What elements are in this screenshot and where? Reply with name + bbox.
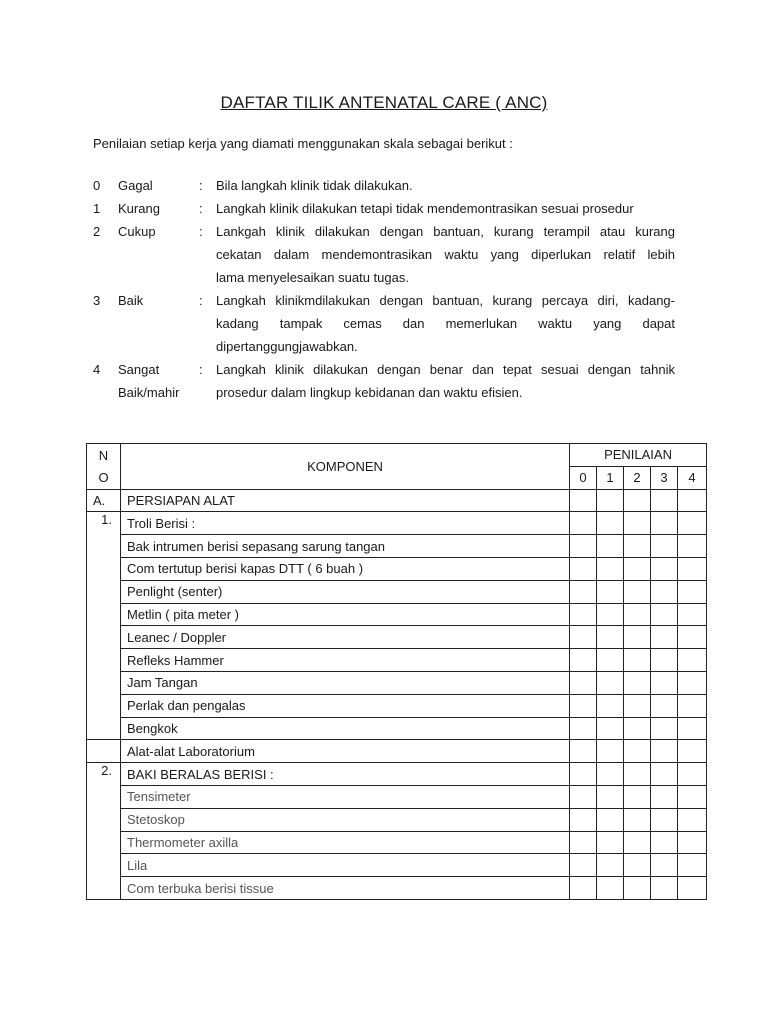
- table-row: [87, 694, 707, 717]
- score-cell[interactable]: [597, 854, 624, 877]
- score-cell[interactable]: [597, 649, 624, 672]
- score-cell[interactable]: [597, 512, 624, 535]
- score-col-header: 1: [597, 466, 624, 489]
- score-cell[interactable]: [651, 740, 678, 763]
- score-col-header: 4: [678, 466, 707, 489]
- score-cell[interactable]: [570, 808, 597, 831]
- score-cell[interactable]: [597, 763, 624, 786]
- scale-row-1: [93, 197, 675, 220]
- score-cell[interactable]: [570, 763, 597, 786]
- scale-description-line: dipertanggungjawabkan.: [216, 339, 358, 354]
- score-cell[interactable]: [597, 877, 624, 900]
- header-no: N: [87, 444, 121, 467]
- score-cell[interactable]: [597, 603, 624, 626]
- table-row: [87, 854, 707, 877]
- table-row: [87, 512, 707, 535]
- section-number: A.: [87, 489, 121, 512]
- score-cell[interactable]: [597, 785, 624, 808]
- scale-colon: :: [199, 224, 203, 239]
- score-cell[interactable]: [624, 717, 651, 740]
- table-row: [87, 557, 707, 580]
- score-cell[interactable]: [624, 785, 651, 808]
- scale-description-line: Langkah klinik dilakukan tetapi tidak mendemontrasikan sesuai prosedur: [216, 201, 634, 216]
- scale-number: 2: [93, 224, 101, 239]
- scale-description: [216, 197, 675, 220]
- component-item: Com tertutup berisi kapas DTT ( 6 buah ): [121, 557, 570, 580]
- score-cell[interactable]: [651, 717, 678, 740]
- scale-description: [216, 358, 675, 404]
- table-row: [87, 740, 707, 763]
- component-item: BAKI BERALAS BERISI :: [121, 763, 570, 786]
- score-cell[interactable]: [651, 557, 678, 580]
- scale-description-line: lama menyelesaikan suatu tugas.: [216, 270, 409, 285]
- table-row: [87, 763, 707, 786]
- score-cell[interactable]: [624, 763, 651, 786]
- score-cell[interactable]: [570, 580, 597, 603]
- score-cell[interactable]: [678, 649, 707, 672]
- score-cell[interactable]: [570, 626, 597, 649]
- table-row: [87, 808, 707, 831]
- scale-number: 1: [93, 201, 101, 216]
- section-label: PERSIAPAN ALAT: [121, 489, 570, 512]
- score-cell[interactable]: [624, 603, 651, 626]
- table-row: [87, 535, 707, 558]
- score-cell[interactable]: [678, 808, 707, 831]
- component-item: Leanec / Doppler: [121, 626, 570, 649]
- score-cell[interactable]: [570, 557, 597, 580]
- scale-label-line: Baik/mahir: [118, 385, 180, 400]
- component-item: Stetoskop: [121, 808, 570, 831]
- score-cell[interactable]: [597, 626, 624, 649]
- score-cell[interactable]: [651, 512, 678, 535]
- score-cell[interactable]: [570, 535, 597, 558]
- score-cell[interactable]: [678, 626, 707, 649]
- component-item: Metlin ( pita meter ): [121, 603, 570, 626]
- table-row: [87, 649, 707, 672]
- score-cell[interactable]: [624, 649, 651, 672]
- score-cell[interactable]: [651, 671, 678, 694]
- score-cell[interactable]: [597, 489, 624, 512]
- score-cell[interactable]: [624, 831, 651, 854]
- scale-number: 4: [93, 362, 101, 377]
- scale-description: [216, 289, 675, 358]
- score-cell[interactable]: [570, 649, 597, 672]
- score-cell[interactable]: [651, 763, 678, 786]
- table-row: [87, 580, 707, 603]
- score-cell[interactable]: [570, 785, 597, 808]
- score-cell[interactable]: [597, 808, 624, 831]
- empty-number-cell: [87, 740, 121, 763]
- score-cell[interactable]: [678, 512, 707, 535]
- score-cell[interactable]: [651, 603, 678, 626]
- score-cell[interactable]: [678, 535, 707, 558]
- scale-description: [216, 174, 675, 197]
- score-cell[interactable]: [651, 649, 678, 672]
- score-cell[interactable]: [651, 489, 678, 512]
- score-cell[interactable]: [570, 877, 597, 900]
- score-cell[interactable]: [678, 740, 707, 763]
- rating-scale: [93, 174, 675, 404]
- table-row: [87, 626, 707, 649]
- scale-colon: :: [199, 293, 203, 308]
- scale-row-3: [93, 289, 675, 358]
- scale-row-4: [93, 358, 675, 404]
- score-cell[interactable]: [570, 717, 597, 740]
- header-no: O: [87, 466, 121, 489]
- table-row: [87, 671, 707, 694]
- score-cell[interactable]: [678, 671, 707, 694]
- header-row-1: [87, 444, 707, 467]
- score-cell[interactable]: [678, 785, 707, 808]
- score-cell[interactable]: [597, 717, 624, 740]
- score-col-header: 0: [570, 466, 597, 489]
- score-cell[interactable]: [597, 831, 624, 854]
- score-cell[interactable]: [678, 831, 707, 854]
- scale-row-0: [93, 174, 675, 197]
- scale-description-line: cekatan dalam mendemontrasikan waktu yang diperlukan relatif lebih: [216, 247, 675, 262]
- score-col-header: 2: [624, 466, 651, 489]
- score-cell[interactable]: [570, 603, 597, 626]
- score-cell[interactable]: [570, 512, 597, 535]
- component-item: Bengkok: [121, 717, 570, 740]
- score-cell[interactable]: [624, 580, 651, 603]
- score-cell[interactable]: [597, 580, 624, 603]
- component-item: Penlight (senter): [121, 580, 570, 603]
- group-number: 2.: [87, 763, 121, 900]
- score-cell[interactable]: [570, 694, 597, 717]
- score-cell[interactable]: [624, 808, 651, 831]
- scale-label: [118, 358, 198, 404]
- score-cell[interactable]: [624, 671, 651, 694]
- score-cell[interactable]: [624, 489, 651, 512]
- score-col-header: 3: [651, 466, 678, 489]
- scale-colon: :: [199, 362, 203, 377]
- component-item: Refleks Hammer: [121, 649, 570, 672]
- score-cell[interactable]: [678, 489, 707, 512]
- table-row: [87, 785, 707, 808]
- score-cell[interactable]: [624, 877, 651, 900]
- scale-row-2: [93, 220, 675, 289]
- scale-label: Kurang: [118, 201, 160, 216]
- header-score: PENILAIAN: [570, 444, 707, 467]
- scale-description-line: Langkah klinikmdilakukan dengan bantuan, kurang percaya diri, kadang-: [216, 293, 675, 308]
- score-cell[interactable]: [678, 854, 707, 877]
- score-cell[interactable]: [678, 763, 707, 786]
- section-row: [87, 489, 707, 512]
- score-cell[interactable]: [597, 671, 624, 694]
- score-cell[interactable]: [570, 740, 597, 763]
- score-cell[interactable]: [570, 489, 597, 512]
- component-item: Bak intrumen berisi sepasang sarung tangan: [121, 535, 570, 558]
- component-item: Tensimeter: [121, 785, 570, 808]
- score-cell[interactable]: [678, 877, 707, 900]
- scale-description-line: Bila langkah klinik tidak dilakukan.: [216, 178, 413, 193]
- component-item: Thermometer axilla: [121, 831, 570, 854]
- scale-label: Baik: [118, 293, 144, 308]
- score-cell[interactable]: [624, 626, 651, 649]
- scale-number: 3: [93, 293, 101, 308]
- score-cell[interactable]: [651, 580, 678, 603]
- scale-colon: :: [199, 178, 203, 193]
- score-cell[interactable]: [651, 854, 678, 877]
- score-cell[interactable]: [678, 580, 707, 603]
- document-title: DAFTAR TILIK ANTENATAL CARE ( ANC): [220, 93, 548, 112]
- score-cell[interactable]: [651, 785, 678, 808]
- score-cell[interactable]: [597, 535, 624, 558]
- score-cell[interactable]: [678, 557, 707, 580]
- scale-colon: :: [199, 201, 203, 216]
- score-cell[interactable]: [624, 512, 651, 535]
- scale-label: Cukup: [118, 224, 156, 239]
- score-cell[interactable]: [678, 603, 707, 626]
- score-cell[interactable]: [624, 535, 651, 558]
- header-component: KOMPONEN: [121, 444, 570, 490]
- intro-text: Penilaian setiap kerja yang diamati menggunakan skala sebagai berikut :: [93, 136, 513, 151]
- score-cell[interactable]: [597, 694, 624, 717]
- group-number: 1.: [87, 512, 121, 740]
- score-cell[interactable]: [624, 740, 651, 763]
- scale-label-line: Sangat: [118, 362, 160, 377]
- score-cell[interactable]: [597, 740, 624, 763]
- table-row: [87, 603, 707, 626]
- score-cell[interactable]: [651, 535, 678, 558]
- scale-description-line: Langkah klinik dilakukan dengan benar dan tepat sesuai dengan tahnik: [216, 362, 675, 377]
- score-cell[interactable]: [651, 808, 678, 831]
- score-cell[interactable]: [651, 831, 678, 854]
- score-cell[interactable]: [651, 626, 678, 649]
- table-row: [87, 877, 707, 900]
- score-cell[interactable]: [651, 694, 678, 717]
- scale-number: 0: [93, 178, 101, 193]
- checklist-table: [86, 443, 707, 900]
- component-item: Troli Berisi :: [121, 512, 570, 535]
- table-row: [87, 831, 707, 854]
- component-item: Perlak dan pengalas: [121, 694, 570, 717]
- scale-description-line: prosedur dalam lingkup kebidanan dan waktu efisien.: [216, 385, 523, 400]
- score-cell[interactable]: [570, 854, 597, 877]
- score-cell[interactable]: [624, 854, 651, 877]
- scale-description-line: kadang tampak cemas dan memerlukan waktu yang dapat: [216, 316, 675, 331]
- score-cell[interactable]: [624, 694, 651, 717]
- component-item: Lila: [121, 854, 570, 877]
- score-cell[interactable]: [678, 717, 707, 740]
- table-row: [87, 717, 707, 740]
- score-cell[interactable]: [624, 557, 651, 580]
- score-cell[interactable]: [651, 877, 678, 900]
- scale-label: Gagal: [118, 178, 153, 193]
- score-cell[interactable]: [570, 831, 597, 854]
- score-cell[interactable]: [597, 557, 624, 580]
- score-cell[interactable]: [678, 694, 707, 717]
- component-item: Alat-alat Laboratorium: [121, 740, 570, 763]
- component-item: Jam Tangan: [121, 671, 570, 694]
- scale-description: [216, 220, 675, 289]
- score-cell[interactable]: [570, 671, 597, 694]
- component-item: Com terbuka berisi tissue: [121, 877, 570, 900]
- scale-description-line: Lankgah klinik dilakukan dengan bantuan, kurang terampil atau kurang: [216, 224, 675, 239]
